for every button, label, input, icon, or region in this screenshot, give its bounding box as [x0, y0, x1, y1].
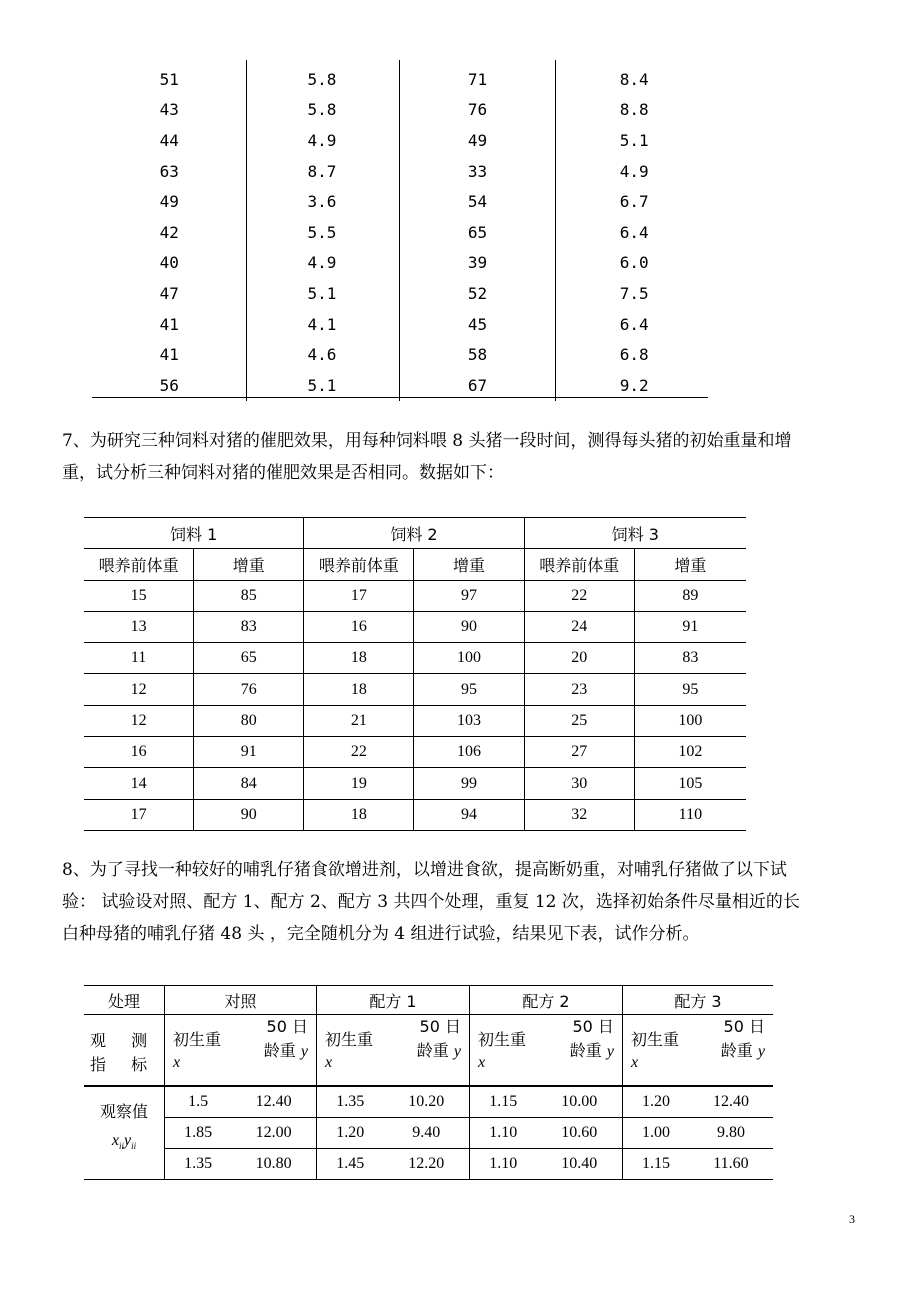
- table-cell: 56: [92, 370, 247, 401]
- x-symbol: x: [325, 1054, 333, 1071]
- feed-subheader: 增重: [634, 549, 746, 580]
- day50-label: [264, 1015, 308, 1064]
- table-cell: 97: [414, 580, 524, 611]
- table-cell: 58: [400, 339, 555, 370]
- table-cell: 5.1: [247, 278, 400, 309]
- table-cell: 10.00: [537, 1086, 623, 1118]
- table-row: [84, 705, 746, 736]
- treatment-header: 配方 2: [469, 986, 622, 1015]
- table-cell: 1.85: [165, 1118, 232, 1149]
- table-row: [92, 339, 708, 370]
- table-cell: 71: [400, 60, 555, 95]
- y-symbol: y: [300, 1043, 308, 1060]
- obs-y-subscript: ii: [131, 1141, 137, 1152]
- init-weight-text: 初生重: [173, 1030, 222, 1049]
- table-row: [84, 580, 746, 611]
- table-cell: 6.4: [619, 314, 649, 334]
- question-8-line-2: 验： 试验设对照、配方 1、配方 2、配方 3 共四个处理，重复 12 次，选择初始条件尽量相近的长: [62, 892, 800, 912]
- table-cell: 94: [414, 799, 524, 830]
- table-cell: 23: [524, 674, 634, 705]
- table-cell: 100: [414, 643, 524, 674]
- table-cell: 76: [400, 95, 555, 126]
- day50-top-text: 50 日: [419, 1017, 461, 1036]
- feed-table: [84, 517, 746, 831]
- treatment-header-label: 处理: [84, 986, 165, 1015]
- table-row: [92, 309, 708, 340]
- table-cell: 13: [84, 611, 194, 642]
- table-cell: 105: [634, 768, 746, 799]
- table-cell: 45: [400, 309, 555, 340]
- table-cell: 1.15: [622, 1149, 689, 1180]
- table-cell: 6.8: [619, 345, 649, 365]
- table-row: [92, 95, 708, 126]
- table-row: [92, 278, 708, 309]
- table-cell: 19: [304, 768, 414, 799]
- init-weight-label: [173, 1029, 221, 1074]
- indicator-label-line-1: 观 测: [90, 1031, 158, 1050]
- table-cell: 9.2: [619, 375, 649, 395]
- continuation-table: [92, 60, 708, 401]
- observation-symbol: [84, 1132, 164, 1151]
- init-weight-label: [631, 1029, 679, 1074]
- init-weight-label: [325, 1029, 373, 1074]
- table-cell: 40: [92, 248, 247, 279]
- indicator-cell: [317, 1015, 470, 1087]
- x-symbol: x: [173, 1054, 181, 1071]
- table-cell: 9.80: [689, 1118, 773, 1149]
- table-cell: 8.8: [619, 100, 649, 120]
- day50-bottom-text: 龄重: [263, 1041, 296, 1060]
- table-cell: 4.6: [247, 339, 400, 370]
- table-cell: 1.00: [622, 1118, 689, 1149]
- day50-top-text: 50 日: [266, 1017, 308, 1036]
- table-cell: 1.15: [469, 1086, 536, 1118]
- table-cell: 65: [400, 217, 555, 248]
- obs-y-symbol: y: [124, 1132, 132, 1149]
- table-row: [84, 643, 746, 674]
- table-cell: 1.10: [469, 1118, 536, 1149]
- table-cell: 12: [84, 705, 194, 736]
- table-cell: 10.20: [384, 1086, 470, 1118]
- table-cell: 8.4: [619, 69, 649, 89]
- table-row: [92, 156, 708, 187]
- table-cell: 33: [400, 156, 555, 187]
- init-weight-label: [478, 1029, 526, 1074]
- table-cell: 83: [634, 643, 746, 674]
- table-cell: 91: [194, 737, 304, 768]
- table-cell: 22: [304, 737, 414, 768]
- table-cell: 4.1: [247, 309, 400, 340]
- question-8-line-1: 8、为了寻找一种较好的哺乳仔猪食欲增进剂，以增进食欲，提高断奶重，对哺乳仔猪做了以下试: [62, 860, 787, 880]
- table-cell: 1.20: [622, 1086, 689, 1118]
- day50-bottom-text: 龄重: [569, 1041, 602, 1060]
- table-cell: 1.20: [317, 1118, 384, 1149]
- table-cell: 5.1: [619, 130, 649, 150]
- table-row: [84, 674, 746, 705]
- table-cell: 12.40: [231, 1086, 316, 1118]
- table-cell: 11: [84, 643, 194, 674]
- question-7-line-1: 7、为研究三种饲料对猪的催肥效果，用每种饲料喂 8 头猪一段时间，测得每头猪的初始重量和增: [62, 431, 792, 451]
- table-cell: 90: [194, 799, 304, 830]
- table-cell: 1.5: [165, 1086, 232, 1118]
- table-cell: 25: [524, 705, 634, 736]
- question-7-line-2: 重，试分析三种饲料对猪的催肥效果是否相同。数据如下：: [62, 463, 504, 483]
- table-row: [92, 217, 708, 248]
- table-cell: 52: [400, 278, 555, 309]
- indicator-label-cell: [84, 1015, 165, 1087]
- obs-x-symbol: x: [111, 1132, 119, 1149]
- question-7: [62, 425, 862, 489]
- indicator-cell: [165, 1015, 317, 1087]
- table-cell: 15: [84, 580, 194, 611]
- table-cell: 18: [304, 799, 414, 830]
- table-cell: 91: [634, 611, 746, 642]
- table-row: [92, 370, 708, 401]
- table-row: [84, 1118, 773, 1149]
- table-cell: 39: [400, 248, 555, 279]
- table-row: [84, 611, 746, 642]
- table-cell: 42: [92, 217, 247, 248]
- table-cell: 76: [194, 674, 304, 705]
- treatment-header: 配方 3: [622, 986, 773, 1015]
- table-cell: 12.00: [231, 1118, 316, 1149]
- day50-label: [721, 1015, 765, 1064]
- table-row: [92, 125, 708, 156]
- table-cell: 7.5: [619, 283, 649, 303]
- table-cell: 24: [524, 611, 634, 642]
- table-cell: 95: [414, 674, 524, 705]
- obs-x-subscript: ii: [118, 1141, 124, 1152]
- feed-subheader-row: [84, 549, 746, 580]
- feed-subheader: 喂养前体重: [84, 549, 194, 580]
- feed-group-header-row: [84, 518, 746, 549]
- table-cell: 22: [524, 580, 634, 611]
- init-weight-text: 初生重: [325, 1030, 374, 1049]
- table-cell: 89: [634, 580, 746, 611]
- feed-subheader: 增重: [194, 549, 304, 580]
- table-cell: 5.5: [247, 217, 400, 248]
- treatment-header: 配方 1: [317, 986, 470, 1015]
- treatment-table: [84, 985, 773, 1180]
- table-row: [84, 768, 746, 799]
- question-8: [62, 854, 862, 950]
- init-weight-text: 初生重: [477, 1030, 526, 1049]
- table-row: [92, 186, 708, 217]
- table-cell: 17: [304, 580, 414, 611]
- table-cell: 12.20: [384, 1149, 470, 1180]
- table-row: [84, 737, 746, 768]
- table-cell: 14: [84, 768, 194, 799]
- table-row: [92, 248, 708, 279]
- table-cell: 12.40: [689, 1086, 773, 1118]
- feed-group-header: 饲料 1: [84, 518, 304, 549]
- table-cell: 10.80: [231, 1149, 316, 1180]
- init-weight-text: 初生重: [630, 1030, 679, 1049]
- table-cell: 20: [524, 643, 634, 674]
- table-cell: 47: [92, 278, 247, 309]
- table-row: [84, 799, 746, 830]
- y-symbol: y: [453, 1043, 461, 1060]
- table-cell: 17: [84, 799, 194, 830]
- table-cell: 10.60: [537, 1118, 623, 1149]
- treatment-header-row: [84, 986, 773, 1015]
- indicator-cell: [622, 1015, 773, 1087]
- table-row: [92, 60, 708, 95]
- feed-subheader: 喂养前体重: [304, 549, 414, 580]
- table-cell: 18: [304, 643, 414, 674]
- table-cell: 30: [524, 768, 634, 799]
- table-cell: 6.0: [619, 253, 649, 273]
- table-cell: 8.7: [247, 156, 400, 187]
- table-cell: 16: [304, 611, 414, 642]
- table-cell: 27: [524, 737, 634, 768]
- observation-label: 观察值: [99, 1102, 148, 1121]
- day50-bottom-text: 龄重: [720, 1041, 753, 1060]
- table-cell: 16: [84, 737, 194, 768]
- table-cell: 6.7: [619, 192, 649, 212]
- table-cell: 1.35: [165, 1149, 232, 1180]
- table-cell: 5.8: [247, 60, 400, 95]
- table-cell: 5.8: [247, 95, 400, 126]
- table-cell: 18: [304, 674, 414, 705]
- table-cell: 32: [524, 799, 634, 830]
- table-cell: 3.6: [247, 186, 400, 217]
- table-cell: 12: [84, 674, 194, 705]
- indicator-label: [90, 1029, 157, 1077]
- table-row: [84, 1149, 773, 1180]
- question-8-line-3: 白种母猪的哺乳仔猪 48 头 ，完全随机分为 4 组进行试验，结果见下表，试作分析。: [62, 924, 700, 944]
- table-cell: 51: [92, 60, 247, 95]
- feed-group-header: 饲料 2: [304, 518, 524, 549]
- table-cell: 6.4: [619, 222, 649, 242]
- table-cell: 11.60: [689, 1149, 773, 1180]
- table-cell: 102: [634, 737, 746, 768]
- table-cell: 1.35: [317, 1086, 384, 1118]
- table-cell: 5.1: [247, 370, 400, 401]
- table-cell: 21: [304, 705, 414, 736]
- feed-subheader: 喂养前体重: [524, 549, 634, 580]
- table-cell: 83: [194, 611, 304, 642]
- day50-bottom-text: 龄重: [416, 1041, 449, 1060]
- table-cell: 49: [92, 186, 247, 217]
- x-symbol: x: [477, 1054, 486, 1071]
- table-cell: 65: [194, 643, 304, 674]
- table-cell: 41: [92, 309, 247, 340]
- table-cell: 63: [92, 156, 247, 187]
- observation-label-cell: [84, 1086, 165, 1180]
- table-cell: 84: [194, 768, 304, 799]
- table-cell: 4.9: [247, 125, 400, 156]
- table-cell: 10.40: [537, 1149, 623, 1180]
- table-cell: 110: [634, 799, 746, 830]
- table-bottom-rule: [92, 397, 708, 398]
- table-cell: 1.45: [317, 1149, 384, 1180]
- day50-label: [570, 1015, 614, 1064]
- indicator-cell: [469, 1015, 622, 1087]
- page-number: 3: [849, 1212, 855, 1226]
- table-cell: 106: [414, 737, 524, 768]
- table-cell: 85: [194, 580, 304, 611]
- day50-top-text: 50 日: [723, 1017, 765, 1036]
- table-cell: 9.40: [384, 1118, 470, 1149]
- table-cell: 100: [634, 705, 746, 736]
- table-cell: 49: [400, 125, 555, 156]
- table-cell: 43: [92, 95, 247, 126]
- y-symbol: y: [757, 1043, 765, 1060]
- day50-label: [417, 1015, 461, 1064]
- table-cell: 95: [634, 674, 746, 705]
- feed-subheader: 增重: [414, 549, 524, 580]
- indicator-row: [84, 1015, 773, 1087]
- table-cell: 4.9: [247, 248, 400, 279]
- table-row: [84, 1086, 773, 1118]
- table-cell: 54: [400, 186, 555, 217]
- feed-group-header: 饲料 3: [524, 518, 746, 549]
- table-cell: 90: [414, 611, 524, 642]
- table-cell: 44: [92, 125, 247, 156]
- table-cell: 41: [92, 339, 247, 370]
- y-symbol: y: [606, 1043, 614, 1060]
- table-cell: 80: [194, 705, 304, 736]
- day50-top-text: 50 日: [572, 1017, 614, 1036]
- indicator-label-line-2: 指 标: [90, 1055, 158, 1074]
- table-cell: 1.10: [469, 1149, 536, 1180]
- x-symbol: x: [630, 1054, 639, 1071]
- treatment-header: 对照: [165, 986, 317, 1015]
- table-cell: 67: [400, 370, 555, 401]
- table-cell: 4.9: [619, 161, 649, 181]
- table-cell: 103: [414, 705, 524, 736]
- table-cell: 99: [414, 768, 524, 799]
